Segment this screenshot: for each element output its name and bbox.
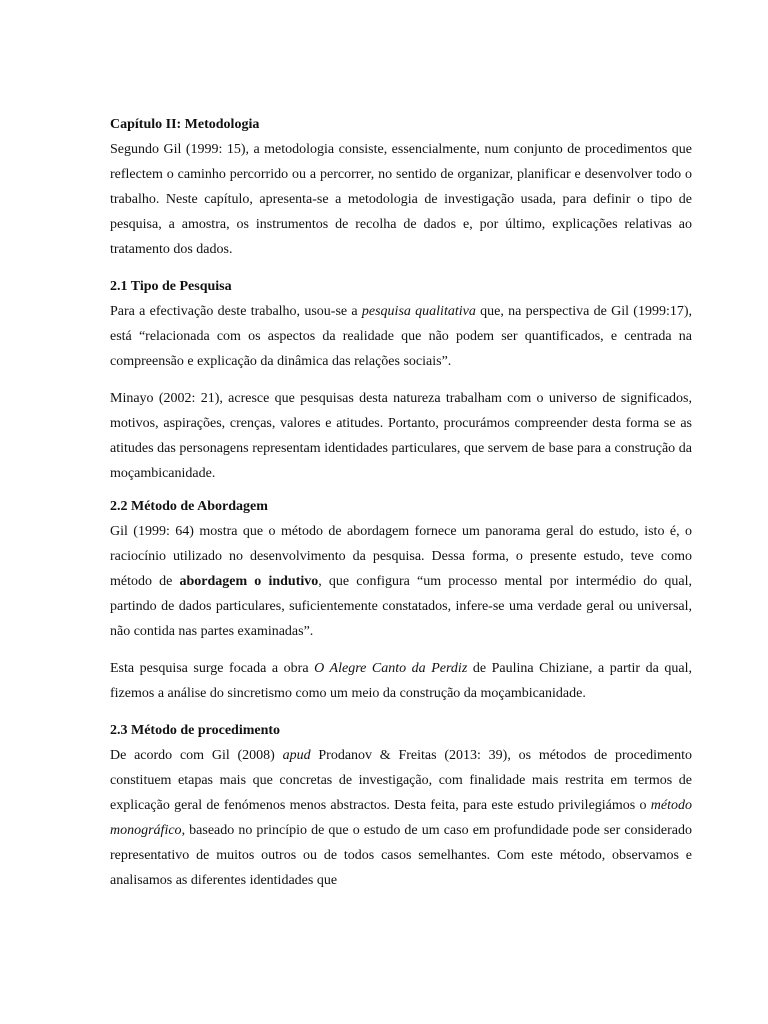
emphasis-text: apud xyxy=(282,748,311,763)
text-run: Prodanov & Freitas (2013: 39), os métodos de procedimento constituem etapas mais que concretas de investigação, com finalidade mais restrita em termos de explicação geral de fenómenos menos abstractos. Desta feita, para este estudo privilegiámos o xyxy=(110,748,692,813)
section-2-2-title: 2.2 Método de Abordagem xyxy=(110,499,268,514)
chapter-title: Capítulo II: Metodologia xyxy=(110,117,260,132)
text-run: de Paulina Chiziane, a partir da qual, fizemos a análise do sincretismo como um meio da construção da moçambicanidade. xyxy=(110,661,692,701)
emphasis-text: método monográfico xyxy=(110,798,692,838)
text-run: Gil (1999: 64) mostra que o método de abordagem fornece um panorama geral do estudo, isto é, o raciocínio utilizado no desenvolvimento da pesquisa. Dessa forma, o presente estudo, teve como método de xyxy=(110,524,692,589)
text-run: Esta pesquisa surge focada a obra xyxy=(110,661,315,676)
section-2-1-title: 2.1 Tipo de Pesquisa xyxy=(110,279,232,294)
section-2-2-paragraph-1 xyxy=(110,519,692,644)
emphasis-text: pesquisa qualitativa xyxy=(361,304,476,319)
text-run: , baseado no princípio de que o estudo de um caso em profundidade pode ser considerado representativo de muitos outros ou de todos casos semelhantes. Com este método, observamos e analisamos as diferentes identidades que xyxy=(110,823,692,888)
text-run: Para a efectivação deste trabalho, usou-se a xyxy=(110,304,362,319)
section-2-3-title: 2.3 Método de procedimento xyxy=(110,723,281,738)
intro-paragraph: Segundo Gil (1999: 15), a metodologia consiste, essencialmente, num conjunto de procedimentos que reflectem o caminho percorrido ou a percorrer, no sentido de organizar, planificar e desenvolver todo o trabalho. Neste capítulo, apresenta-se a metodologia de investigação usada, para definir o tipo de pesquisa, a amostra, os instrumentos de recolha de dados e, por último, explicações relativas ao tratamento dos dados. xyxy=(110,142,692,257)
bold-text: abordagem o indutivo xyxy=(179,574,319,589)
section-2-1-paragraph-1 xyxy=(110,299,692,374)
section-2-1-paragraph-2: Minayo (2002: 21), acresce que pesquisas desta natureza trabalham com o universo de significados, motivos, aspirações, crenças, valores e atitudes. Portanto, procurámos compreender desta forma se as atitudes das personagens representam identidades particulares, que servem de base para a construção da moçambicanidade. xyxy=(110,391,692,481)
text-run: De acordo com Gil (2008) xyxy=(110,748,283,763)
section-2-2-paragraph-2 xyxy=(110,656,692,706)
section-2-3-paragraph-1 xyxy=(110,743,692,893)
text-run: , que configura “um processo mental por intermédio do qual, partindo de dados particulares, suficientemente constatados, infere-se uma verdade geral ou universal, não contida nas partes examinadas”. xyxy=(110,574,692,639)
book-title: O Alegre Canto da Perdiz xyxy=(314,661,468,676)
text-run: que, na perspectiva de Gil (1999:17), está “relacionada com os aspectos da realidade que não podem ser quantificados, e centrada na compreensão e explicação da dinâmica das relações sociais”. xyxy=(110,304,693,369)
